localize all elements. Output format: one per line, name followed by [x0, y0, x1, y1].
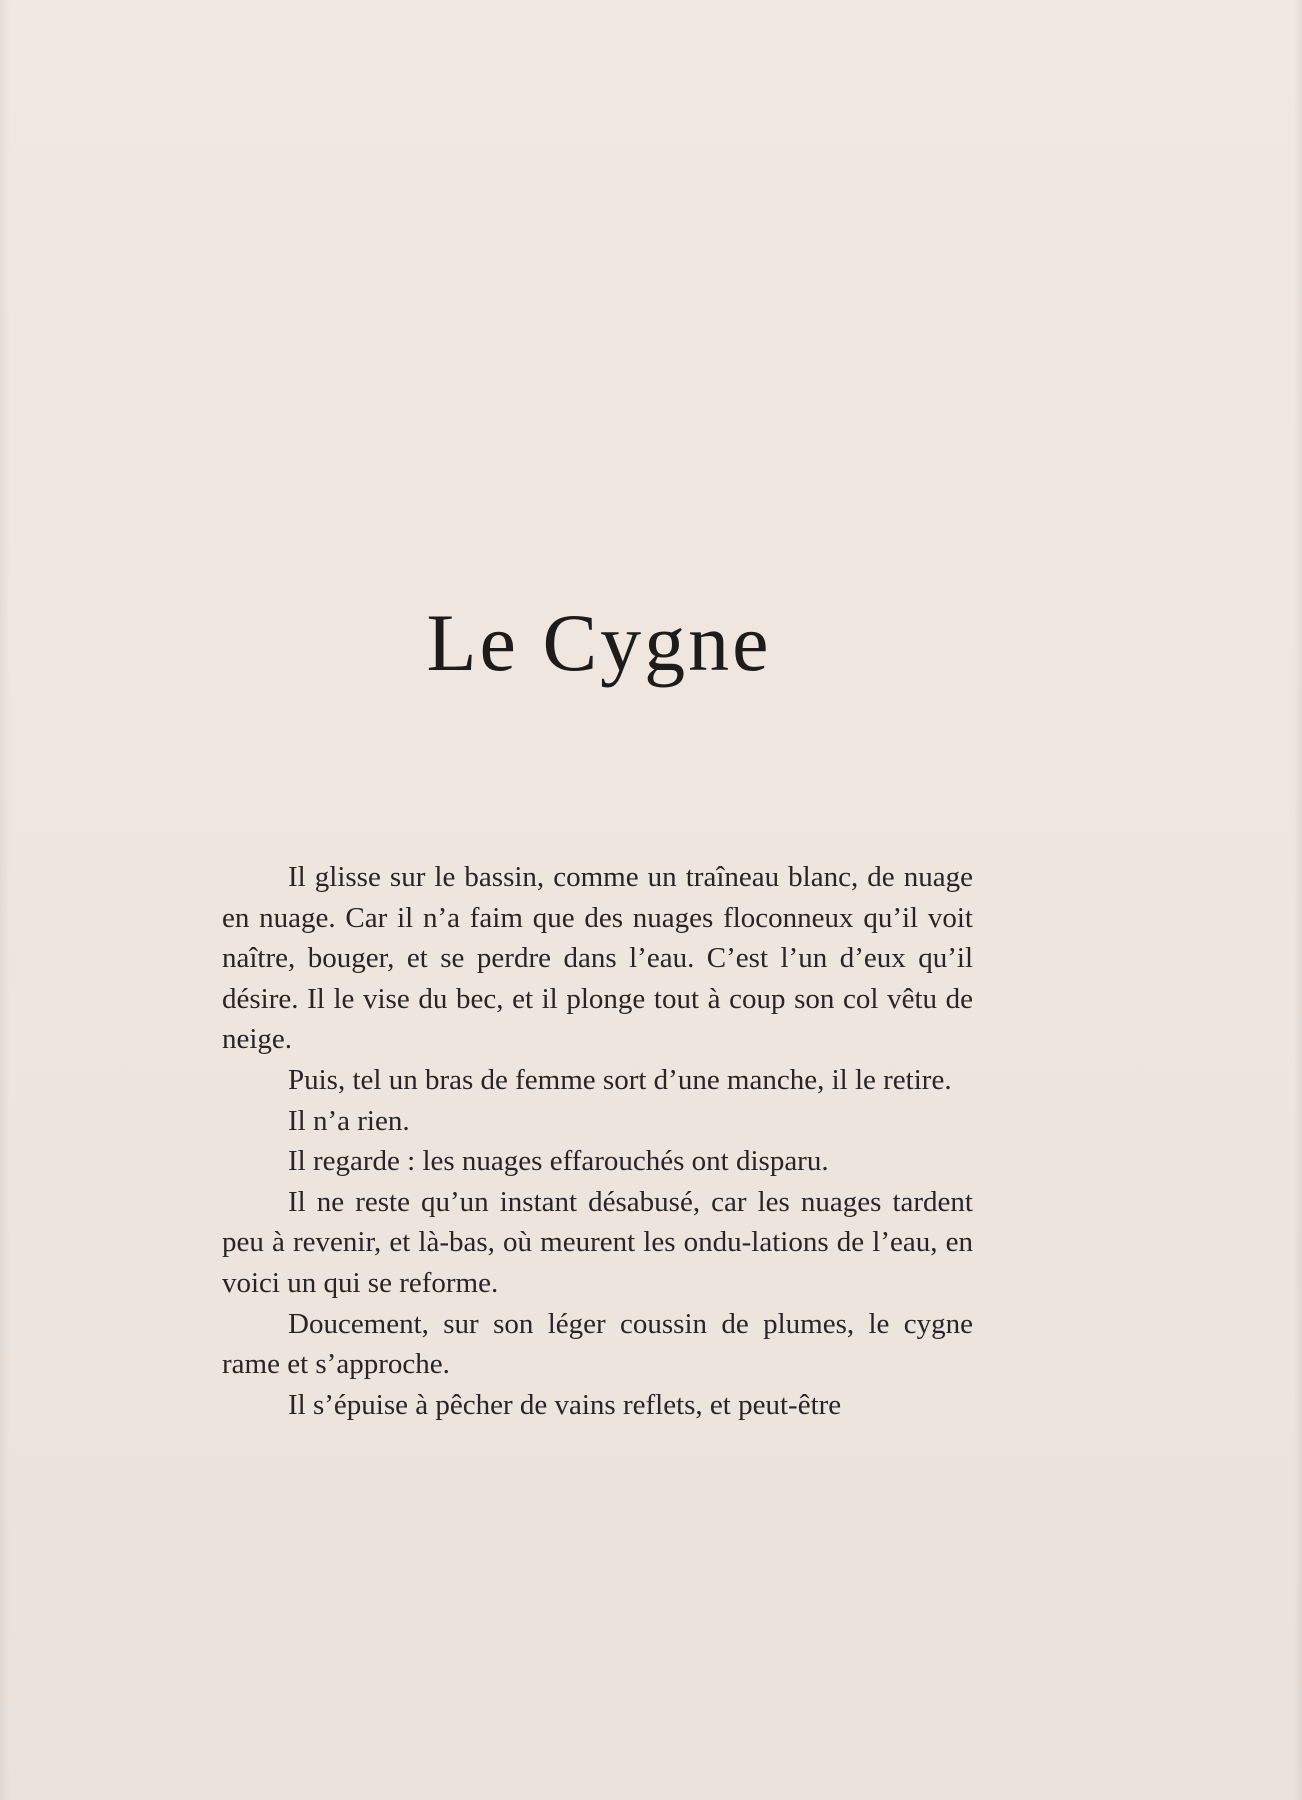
paragraph: Il glisse sur le bassin, comme un traîneau blanc, de nuage en nuage. Car il n’a faim que des nuages floconneux qu’il voit naître, bouger, et se perdre dans l’eau. C’est l’un d’eux qu’il désire. Il le vise du bec, et il plonge tout à coup son col vêtu de neige.: [222, 861, 973, 1056]
paragraph: Il n’a rien.: [288, 1104, 410, 1137]
paragraph: Puis, tel un bras de femme sort d’une manche, il le retire.: [288, 1063, 952, 1096]
paragraph: Il s’épuise à pêcher de vains reflets, et peut-être: [288, 1388, 842, 1421]
paragraph: Il ne reste qu’un instant désabusé, car les nuages tardent peu à revenir, et là-bas, où meurent les ondu-lations de l’eau, en voici un qui se reforme.: [222, 1185, 973, 1299]
paragraph: Il regarde : les nuages effarouchés ont disparu.: [288, 1145, 829, 1178]
paragraph: Doucement, sur son léger coussin de plumes, le cygne rame et s’approche.: [222, 1307, 973, 1381]
poem-body: [222, 857, 973, 1425]
page-title: Le Cygne: [426, 597, 772, 688]
